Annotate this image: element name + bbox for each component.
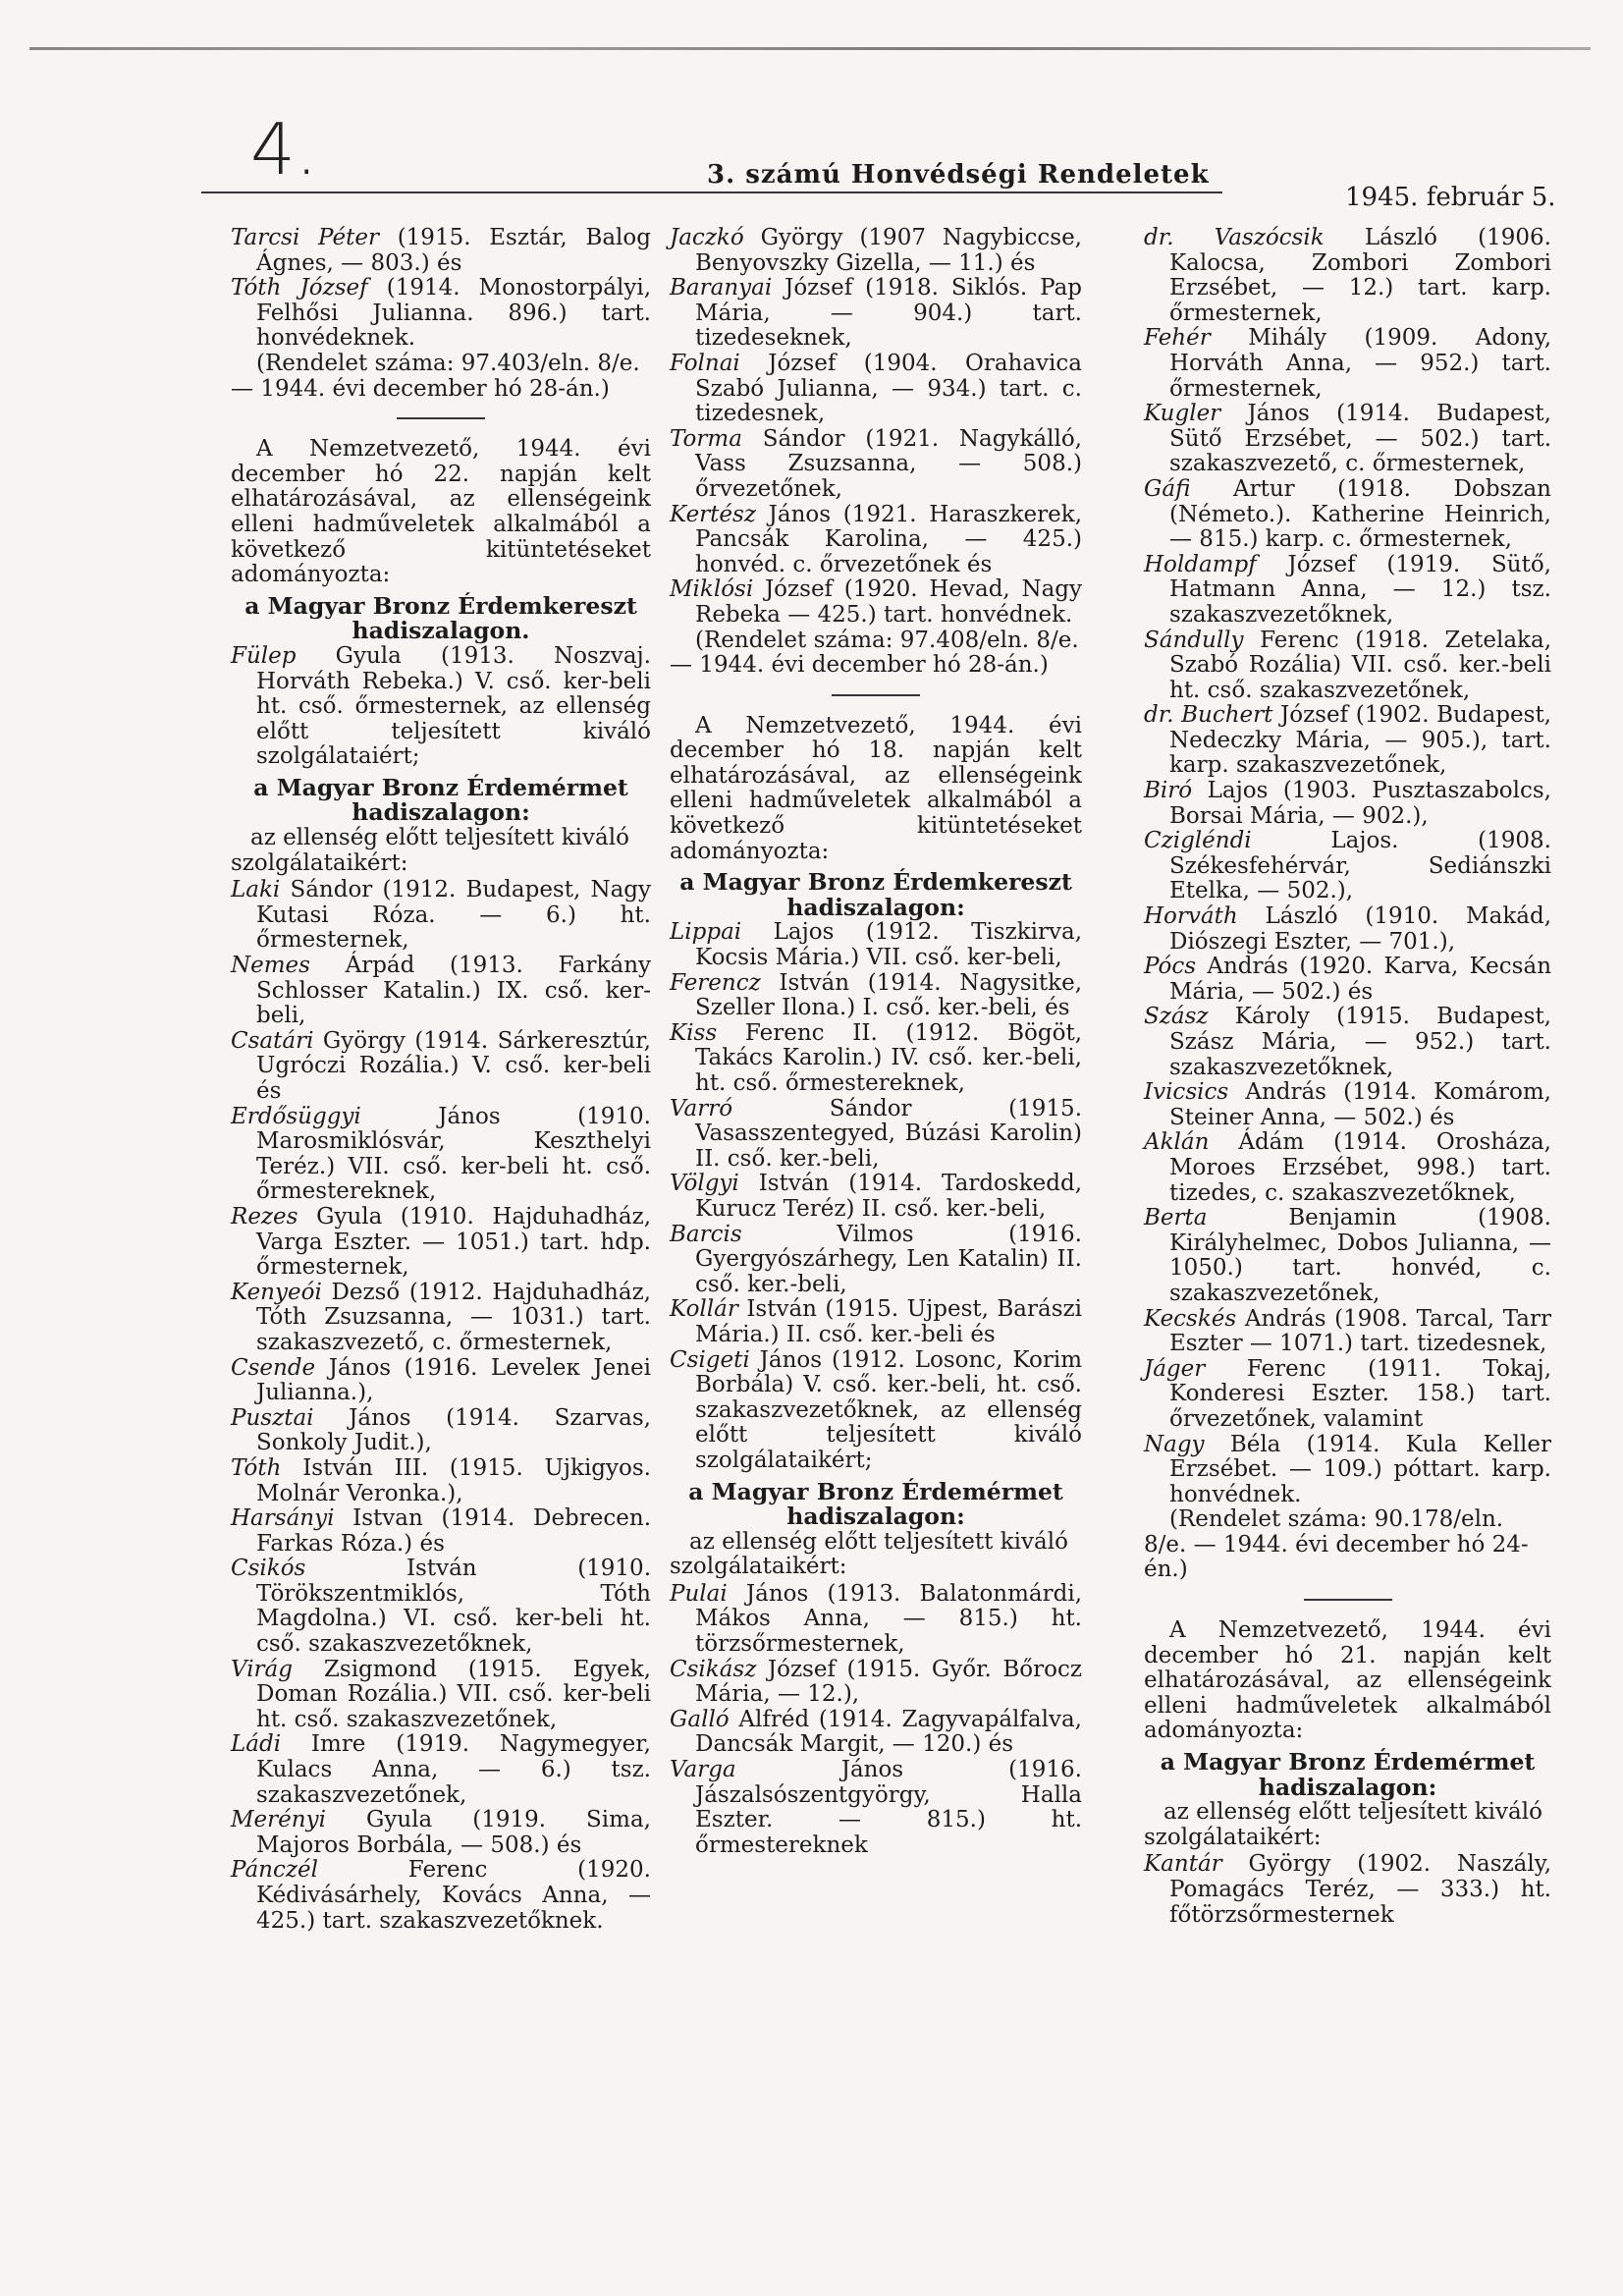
entry-list (670, 226, 1082, 629)
award-entry (670, 577, 1082, 628)
recipient-details: Gyula (1913. Noszvaj. Horváth Rebeka.) V. cső. ker-beli ht. cső. őrmesternek, az ellenség előtt teljesített kiváló szolgálataiért; (256, 642, 651, 770)
column-2 (670, 226, 1082, 1858)
recipient-details: István (1910. Törökszentmiklós, Tóth Magdolna.) VI. cső. ker-beli ht. cső. szakaszvezetőknek, (256, 1556, 652, 1658)
recipient-surname: Harsányi (231, 1505, 335, 1532)
recipient-details: Ferenc (1920. Kédivásárhely, Kovács Anna, — 425.) tart. szakaszvezetőknek. (256, 1857, 651, 1934)
award-subheading: az ellenség előtt teljesített kiváló szolgálataikért: (1144, 1799, 1542, 1850)
award-entry (670, 1021, 1082, 1097)
separator (832, 694, 920, 696)
recipient-details: János (1916. Leveleк Jenei Julianna.), (256, 1354, 652, 1406)
recipient-details: János (1916. Jászalsószentgyörgy, Halla Eszter. — 815.) ht. őrmestereknek (695, 1757, 1082, 1858)
award-entry (1144, 1130, 1551, 1206)
award-entry (670, 352, 1082, 427)
recipient-details: István (1915. Ujpest, Barászi Mária.) II. cső. ker.-beli és (695, 1296, 1082, 1347)
recipient-details: László (1906. Kalocsa, Zombori Zombori Erzsébet, — 12.) tart. karp. őrmesternek, (1169, 225, 1551, 326)
recipient-surname: Varró (670, 1095, 733, 1121)
award-entry (670, 1348, 1082, 1474)
recipient-surname: Kugler (1144, 401, 1221, 427)
decree-reference: (Rendelet száma: 97.408/eln. 8/e. — 1944. évi december hó 28-án.) (670, 627, 1079, 679)
award-entry (231, 1557, 651, 1657)
award-entry (1144, 629, 1551, 704)
award-entry (231, 1506, 651, 1557)
recipient-details: József (1919. Sütő, Hatmann Anna, — 12.) tsz. szakaszvezetőknek, (1169, 551, 1551, 628)
recipient-details: János (1914. Budapest, Sütő Erzsébet, — 502.) tart. szakaszvezető, c. őrmesternek, (1169, 401, 1551, 477)
recipient-surname: Merényi (231, 1807, 326, 1833)
award-entry (231, 1858, 651, 1934)
recipient-surname: Gáfi (1144, 475, 1191, 502)
recipient-details: Gyula (1910. Hajduhadház, Varga Eszter. — 1051.) tart. hdp. őrmesternek, (256, 1203, 651, 1281)
entry-list (670, 920, 1082, 1473)
recipient-details: Zsigmond (1915. Egyek, Doman Rozália.) VII. cső. ker-beli ht. cső. szakaszvezetőnek, (256, 1656, 651, 1732)
recipient-details: Ferenc (1911. Tokaj, Konderesi Eszter. 158.) tart. őrvezetőnek, valamint (1169, 1355, 1552, 1432)
award-entry (1144, 779, 1551, 829)
award-entry (231, 1105, 651, 1205)
recipient-details: József (1920. Hevad, Nagy Rebeka — 425.) tart. honvédnek. (695, 576, 1083, 628)
recipient-details: Béla (1914. Kula Keller Erzsébet. — 109.) póttart. karp. honvédnek. (1169, 1431, 1551, 1507)
recipient-details: András (1914. Komárom, Steiner Anna, — 502.) és (1169, 1079, 1551, 1130)
recipient-surname: Tóth (231, 1454, 282, 1481)
recipient-details: Gyula (1919. Sima, Majoros Borbála, — 508.) és (256, 1807, 651, 1858)
recipient-details: Sándor (1915. Vasasszentegyed, Búzási Karolin) II. cső. ker.-beli, (695, 1095, 1082, 1172)
recipient-surname: Nemes (231, 953, 310, 979)
recipient-details: Artur (1918. Dobszan (Németo.). Katherine Heinrich, — 815.) karp. c. őrmesternek, (1169, 475, 1551, 553)
recipient-details: János (1910. Marosmiklósvár, Keszthelyi Teréz.) VII. cső. ker-beli ht. cső. őrmestereknek, (256, 1103, 651, 1205)
award-entry (231, 1658, 651, 1733)
recipient-surname: Horváth (1144, 903, 1238, 930)
award-entry (231, 644, 651, 770)
recipient-details: István III. (1915. Ujkigyos. Molnár Veronka.), (256, 1454, 651, 1506)
award-entry (231, 226, 651, 276)
recipient-details: Dezső (1912. Hajduhadház, Tóth Zsuzsanna, — 1031.) tart. szakaszvezető, c. őrmesternek, (256, 1279, 651, 1355)
award-entry (231, 1356, 651, 1406)
recipient-details: Sándor (1921. Nagykálló, Vass Zsuzsanna, — 508.) őrvezetőnek, (695, 425, 1082, 502)
decree-reference: (Rendelet száma: 90.178/eln. 8/e. — 1944. évi december hó 24-én.) (1144, 1506, 1529, 1583)
recipient-details: Ádám (1914. Orosháza, Moroes Erzsébet, 998.) tart. tizedes, c. szakaszvezetőknek, (1169, 1129, 1551, 1206)
recipient-surname: Csatári (231, 1027, 314, 1054)
award-entry (670, 226, 1082, 276)
recipient-surname: Barcis (670, 1221, 742, 1247)
recipient-details: Lajos (1912. Tiszkirva, Kocsis Mária.) VII. cső. ker-beli, (695, 919, 1082, 971)
recipient-details: Lajos (1903. Pusztaszabolcs, Borsai Mária, — 902.), (1169, 778, 1551, 829)
recipient-surname: Aklán (1144, 1129, 1210, 1156)
recipient-surname: Szász (1144, 1004, 1209, 1030)
separator (1304, 1599, 1392, 1601)
recipient-surname: Torma (670, 425, 742, 452)
award-entry (670, 1223, 1082, 1298)
recipient-surname: Biró (1144, 778, 1193, 804)
award-entry (670, 971, 1082, 1021)
recipient-details: Ferenc (1918. Zetelaka, Szabó Rozália) VII. cső. ker.-beli ht. cső. szakaszvezetőnek, (1169, 627, 1552, 703)
recipient-surname: Pócs (1144, 954, 1197, 980)
entry-list (231, 878, 651, 1934)
award-entry (1144, 1852, 1551, 1928)
award-entry (231, 1406, 651, 1456)
recipient-details: (1915. Esztár, Balog Ágnes, — 803.) és (256, 225, 651, 276)
recipient-surname: Varga (670, 1757, 736, 1783)
entry-list (1144, 226, 1551, 1507)
recipient-surname: Csikász (670, 1656, 757, 1682)
recipient-surname: Czigléndi (1144, 828, 1252, 854)
recipient-surname: Kenyeói (231, 1279, 322, 1305)
intro-paragraph: A Nemzetvezető, 1944. évi december hó 18. napján kelt elhatározásával, az ellenségeink elleni hadműveletek alkalmából a következő kitüntetéseket adományozta: (670, 712, 1082, 864)
recipient-details: Mihály (1909. Adony, Horváth Anna, — 952.) tart. őrmesternek, (1169, 325, 1552, 402)
recipient-surname: Ivicsics (1144, 1079, 1229, 1106)
award-entry (231, 954, 651, 1029)
intro-paragraph: A Nemzetvezető, 1944. évi december hó 21. napján kelt elhatározásával, az ellenségeink elleni hadműveletek alkalmából adományozta: (1144, 1617, 1551, 1744)
recipient-details: Sándor (1912. Budapest, Nagy Kutasi Róza. — 6.) ht. őrmesternek, (256, 877, 652, 954)
top-edge-line (29, 47, 1591, 50)
page-number: 4. (250, 108, 318, 191)
recipient-surname: Kertész (670, 501, 756, 527)
recipient-surname: dr. Buchert (1144, 702, 1273, 729)
award-entry (670, 503, 1082, 578)
recipient-surname: Nagy (1144, 1431, 1205, 1457)
recipient-details: György (1902. Naszály, Pomagács Teréz, — 333.) ht. főtörzsőrmesternek (1169, 1851, 1551, 1928)
award-entry (231, 1808, 651, 1858)
recipient-details: János (1912. Losonc, Korim Borbála) V. cső. ker.-beli, ht. cső. szakaszvezetőknek, az ellenség előtt teljesített kiváló szolgálataikért; (695, 1346, 1082, 1473)
recipient-details: András (1908. Tarcal, Tarr Eszter — 1071.) tart. tizedesnek, (1169, 1305, 1552, 1357)
recipient-details: György (1907 Nagybiccse, Benyovszky Gizella, — 11.) és (695, 225, 1082, 276)
award-entry (1144, 1206, 1551, 1306)
recipient-surname: Erdősüggyi (231, 1103, 361, 1129)
award-subheading: az ellenség előtt teljesített kiváló szolgálataikért: (231, 825, 629, 876)
recipient-surname: Pusztai (231, 1404, 314, 1431)
recipient-surname: Sándully (1144, 627, 1244, 653)
entry-list (1144, 1852, 1551, 1928)
award-entry (1144, 829, 1551, 904)
recipient-surname: Virág (231, 1656, 293, 1682)
recipient-surname: Folnai (670, 350, 740, 376)
recipient-surname: Tarcsi Péter (231, 225, 379, 250)
award-entry (1144, 904, 1551, 955)
recipient-details: László (1910. Makád, Diószegi Eszter, — 701.), (1169, 903, 1552, 955)
award-entry (1144, 703, 1551, 779)
column-3 (1144, 226, 1551, 1928)
recipient-details: Benjamin (1908. Királyhelmec, Dobos Julianna, — 1050.) tart. honvéd, c. szakaszvezetőnek, (1169, 1205, 1551, 1306)
recipient-details: József (1915. Győr. Bőrocz Mária, — 12.), (695, 1656, 1082, 1708)
award-entry (670, 427, 1082, 503)
separator (397, 417, 485, 419)
award-heading: a Magyar Bronz Érdemkereszt hadiszalagon. (244, 591, 637, 645)
recipient-surname: Berta (1144, 1205, 1208, 1231)
recipient-surname: Ferencz (670, 969, 761, 996)
award-entry (1144, 553, 1551, 629)
recipient-surname: Baranyai (670, 275, 773, 301)
award-entry (1144, 326, 1551, 402)
recipient-details: János (1914. Szarvas, Sonkoly Judit.), (256, 1404, 651, 1456)
award-entry (231, 1205, 651, 1281)
recipient-surname: Csikós (231, 1556, 306, 1582)
award-entry (1144, 1005, 1551, 1080)
award-entry (1144, 1307, 1551, 1357)
recipient-details: János (1913. Balatonmárdi, Mákos Anna, — 815.) ht. törzsőrmesternek, (695, 1580, 1083, 1658)
recipient-details: Lajos. (1908. Székesfehérvár, Sediánszki Etelka, — 502.), (1169, 828, 1551, 904)
recipient-details: András (1920. Karva, Kecsán Mária, — 502.) és (1169, 954, 1552, 1005)
award-entry (231, 1732, 651, 1808)
award-heading: a Magyar Bronz Érdemkereszt hadiszalagon: (679, 868, 1072, 921)
award-entry (670, 1297, 1082, 1347)
recipient-surname: Kiss (670, 1019, 718, 1046)
award-entry (1144, 477, 1551, 553)
recipient-details: Alfréd (1914. Zagyvapálfalva, Dancsák Margit, — 120.) és (695, 1706, 1082, 1758)
page-header-title: 3. számú Honvédségi Rendeletek (707, 160, 1210, 190)
award-entry (670, 1582, 1082, 1658)
recipient-surname: Pulai (670, 1580, 728, 1607)
recipient-surname: Holdampf (1144, 551, 1257, 577)
header-rule (201, 191, 1222, 193)
award-entry (670, 1758, 1082, 1858)
decree-reference: (Rendelet száma: 97.403/eln. 8/e. — 1944. évi december hó 28-án.) (231, 350, 640, 402)
recipient-surname: Pánczél (231, 1857, 318, 1884)
award-subheading: az ellenség előtt teljesített kiváló szolgálataikért: (670, 1528, 1068, 1580)
recipient-surname: Galló (670, 1706, 730, 1732)
recipient-surname: Rezes (231, 1203, 298, 1230)
award-heading: a Magyar Bronz Érdemérmet hadiszalagon: (688, 1477, 1063, 1531)
recipient-details: Károly (1915. Budapest, Szász Mária, — 952.) tart. szakaszvezetőknek, (1169, 1004, 1551, 1080)
award-entry (670, 920, 1082, 970)
recipient-surname: Csigeti (670, 1346, 750, 1373)
award-entry (1144, 1357, 1551, 1433)
award-entry (231, 276, 651, 352)
recipient-details: György (1914. Sárkeresztúr, Ugróczi Rozália.) V. cső. ker-beli és (256, 1027, 651, 1104)
recipient-surname: dr. Vaszócsik (1144, 225, 1325, 250)
award-entry (1144, 402, 1551, 477)
recipient-surname: Kollár (670, 1296, 738, 1323)
recipient-surname: Ládi (231, 1731, 282, 1758)
award-heading: a Magyar Bronz Érdemérmet hadiszalagon: (253, 773, 628, 827)
recipient-details: Árpád (1913. Farkány Schlosser Katalin.) IX. cső. ker-beli, (256, 953, 652, 1029)
column-1 (231, 226, 651, 1934)
award-entry (1144, 1433, 1551, 1508)
award-entry (1144, 226, 1551, 326)
recipient-details: Imre (1919. Nagymegyer, Kulacs Anna, — 6.) tsz. szakaszvezetőnek, (256, 1731, 651, 1808)
entry-list (231, 226, 651, 352)
award-entry (670, 1097, 1082, 1173)
recipient-details: Vilmos (1916. Gyergyószárhegy, Len Katalin) II. cső. ker.-beli, (695, 1221, 1082, 1297)
recipient-details: Ferenc II. (1912. Bögöt, Takács Karolin.) IV. cső. ker.-beli, ht. cső. őrmestereknek, (695, 1019, 1082, 1096)
recipient-surname: Miklósi (670, 576, 754, 603)
recipient-surname: Völgyi (670, 1171, 739, 1197)
award-heading: a Magyar Bronz Érdemérmet hadiszalagon: (1160, 1748, 1536, 1801)
recipient-surname: Laki (231, 877, 281, 903)
recipient-details: József (1918. Siklós. Pap Mária, — 904.) tart. tizedeseknek, (695, 275, 1082, 352)
award-entry (231, 878, 651, 954)
recipient-surname: Csende (231, 1354, 316, 1381)
recipient-surname: Jaczkó (670, 225, 744, 250)
page-header-date: 1945. február 5. (1345, 183, 1556, 212)
recipient-details: (1914. Monostorpályi, Felhősi Julianna. 896.) tart. honvédeknek. (256, 275, 651, 352)
recipient-details: József (1904. Orahavica Szabó Julianna, — 934.) tart. c. tizedesnek, (695, 350, 1083, 427)
entry-list (670, 1582, 1082, 1859)
recipient-details: István (1914. Tardoskedd, Kurucz Teréz) II. cső. ker.-beli, (695, 1171, 1082, 1222)
intro-paragraph: A Nemzetvezető, 1944. évi december hó 22. napján kelt elhatározásával, az ellenségeink elleni hadműveletek alkalmából a következő kitüntetéseket adományozta: (231, 436, 651, 588)
award-entry (670, 1172, 1082, 1222)
award-entry (231, 1029, 651, 1105)
recipient-surname: Jáger (1144, 1355, 1206, 1382)
award-entry (670, 1708, 1082, 1758)
recipient-details: István (1914. Nagysitke, Szeller Ilona.) I. cső. ker.-beli, és (695, 969, 1083, 1021)
award-entry (231, 1281, 651, 1356)
recipient-details: Istvan (1914. Debrecen. Farkas Róza.) és (256, 1505, 652, 1557)
entry-list (231, 644, 651, 770)
recipient-surname: Tóth József (231, 275, 368, 301)
award-entry (670, 1658, 1082, 1708)
award-entry (670, 276, 1082, 352)
recipient-details: József (1902. Budapest, Nedeczky Mária, — 905.), tart. karp. szakaszvezetőnek, (1169, 702, 1551, 779)
award-entry (1144, 1080, 1551, 1130)
recipient-details: János (1921. Haraszkerek, Pancsák Karolina, — 425.) honvéd. c. őrvezetőnek és (695, 501, 1083, 577)
recipient-surname: Kecskés (1144, 1305, 1237, 1332)
recipient-surname: Kantár (1144, 1851, 1222, 1878)
recipient-surname: Lippai (670, 919, 742, 946)
award-entry (1144, 955, 1551, 1005)
recipient-surname: Fehér (1144, 325, 1211, 352)
award-entry (231, 1456, 651, 1506)
recipient-surname: Fülep (231, 642, 297, 669)
